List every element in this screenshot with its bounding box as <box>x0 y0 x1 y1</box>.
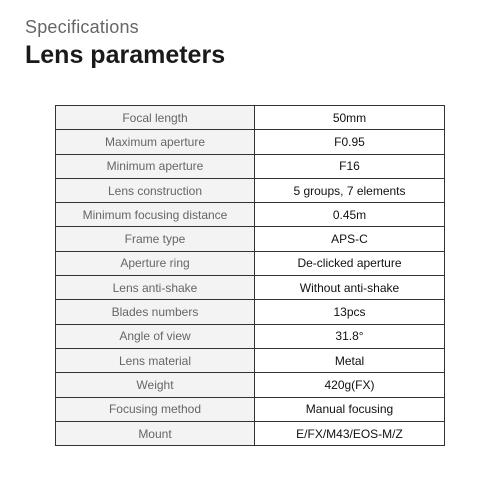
table-row <box>56 106 445 130</box>
spec-label: Angle of view <box>56 324 255 348</box>
spec-label: Minimum aperture <box>56 154 255 178</box>
spec-label: Frame type <box>56 227 255 251</box>
table-row <box>56 421 445 445</box>
spec-label: Lens construction <box>56 178 255 202</box>
table-row <box>56 203 445 227</box>
spec-value: Metal <box>255 348 445 372</box>
spec-label: Lens anti-shake <box>56 276 255 300</box>
section-subtitle: Specifications <box>25 17 139 37</box>
spec-table <box>55 105 445 446</box>
spec-label: Mount <box>56 421 255 445</box>
table-row <box>56 348 445 372</box>
spec-value: F0.95 <box>255 130 445 154</box>
spec-value: Without anti-shake <box>255 276 445 300</box>
spec-value: 420g(FX) <box>255 373 445 397</box>
table-row <box>56 300 445 324</box>
spec-value: 50mm <box>255 106 445 130</box>
spec-value: Manual focusing <box>255 397 445 421</box>
table-row <box>56 251 445 275</box>
table-row <box>56 373 445 397</box>
page-title: Lens parameters <box>25 41 226 69</box>
table-row <box>56 178 445 202</box>
table-row <box>56 227 445 251</box>
table-row <box>56 324 445 348</box>
table-row <box>56 154 445 178</box>
table-row <box>56 130 445 154</box>
spec-value: 5 groups, 7 elements <box>255 178 445 202</box>
spec-label: Aperture ring <box>56 251 255 275</box>
table-row <box>56 397 445 421</box>
spec-label: Focal length <box>56 106 255 130</box>
spec-value: F16 <box>255 154 445 178</box>
spec-label: Weight <box>56 373 255 397</box>
spec-value: 13pcs <box>255 300 445 324</box>
spec-label: Focusing method <box>56 397 255 421</box>
spec-value: 31.8° <box>255 324 445 348</box>
spec-value: E/FX/M43/EOS-M/Z <box>255 421 445 445</box>
spec-label: Blades numbers <box>56 300 255 324</box>
spec-label: Minimum focusing distance <box>56 203 255 227</box>
spec-label: Maximum aperture <box>56 130 255 154</box>
spec-label: Lens material <box>56 348 255 372</box>
spec-value: 0.45m <box>255 203 445 227</box>
spec-value: APS-C <box>255 227 445 251</box>
table-row <box>56 276 445 300</box>
spec-value: De-clicked aperture <box>255 251 445 275</box>
